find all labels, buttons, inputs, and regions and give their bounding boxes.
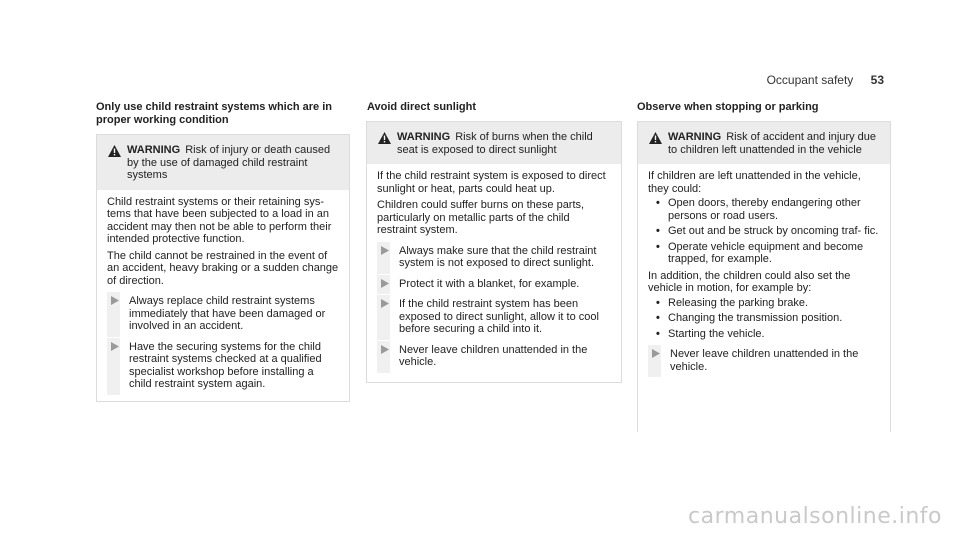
instruction-step xyxy=(377,245,611,270)
col1-paragraph: Child restraint systems or their retaining sys- tems that have been subjected to a load in an accident may then not be able to perform their intended protective function. xyxy=(107,195,332,245)
instruction-text: Have the securing systems for the child restraint systems checked at a qualified specialist workshop before installing a child restraint system again. xyxy=(129,340,322,390)
list-item xyxy=(648,225,880,238)
list-item-text: Get out and be struck by oncoming traf- fic. xyxy=(668,225,879,237)
col3-warning-text: Risk of accident and injury due to children left unattended in the vehicle xyxy=(668,131,877,156)
page-header xyxy=(767,73,884,87)
instruction-arrow-icon xyxy=(381,246,389,255)
col3-mid: In addition, the children could also set the vehicle in motion, for example by: xyxy=(648,269,851,294)
col2-paragraph: Children could suffer burns on these parts, particularly on metallic parts of the child restraint system. xyxy=(377,199,585,236)
col2-body xyxy=(367,164,621,383)
col2-warning-box xyxy=(366,121,622,383)
instruction-arrow-icon xyxy=(381,279,389,288)
list-item-text: Releasing the parking brake. xyxy=(668,296,809,309)
instruction-step xyxy=(107,341,339,391)
list-item-text: Operate vehicle equipment and become trapped, for example. xyxy=(668,240,864,265)
col1-warning-header xyxy=(97,135,349,190)
instruction-text: Protect it with a blanket, for example. xyxy=(399,277,580,290)
instruction-arrow-icon xyxy=(381,299,389,308)
col2-paragraph: If the child restraint system is exposed to direct sunlight or heat, parts could heat up. xyxy=(377,170,606,195)
section-title: Occupant safety xyxy=(766,73,854,87)
instruction-step xyxy=(648,348,880,373)
bullet-dot: • xyxy=(656,296,660,309)
bullet-dot: • xyxy=(656,197,660,209)
instruction-arrow-icon xyxy=(111,342,119,351)
col1-warning-box xyxy=(96,134,350,402)
list-item xyxy=(648,241,880,266)
instruction-arrow-icon xyxy=(652,349,660,358)
col3-warning-label: WARNING xyxy=(668,131,722,143)
instruction-arrow-icon xyxy=(381,345,389,354)
instruction-text: Never leave children unattended in the vehicle. xyxy=(399,343,588,368)
list-item xyxy=(648,297,880,310)
col2-warning-label: WARNING xyxy=(397,131,451,143)
col1-title: Only use child restraint systems which are in proper working condition xyxy=(96,101,332,126)
warning-triangle-icon xyxy=(108,145,121,157)
col2-warning-header xyxy=(367,122,621,164)
list-item xyxy=(648,312,880,325)
instruction-text: Always replace child restraint systems immediately that have been damaged or involved in an accident. xyxy=(129,295,326,332)
warning-triangle-icon xyxy=(378,132,391,144)
warning-triangle-icon xyxy=(649,132,662,144)
list-item xyxy=(648,197,880,222)
col1-warning-label: WARNING xyxy=(127,144,181,156)
instruction-step xyxy=(377,298,611,336)
col1-warning-text: Risk of injury or death caused by the use of damaged child restraint systems xyxy=(127,144,331,181)
col1-body xyxy=(97,190,349,405)
bullet-dot: • xyxy=(656,240,660,253)
list-item-text: Changing the transmission position. xyxy=(668,312,843,324)
instruction-text: Always make sure that the child restraint system is not exposed to direct sunlight. xyxy=(399,244,597,269)
instruction-step xyxy=(107,295,339,333)
instruction-text: If the child restraint system has been exposed to direct sunlight, allow it to cool before securing a child into it. xyxy=(399,298,599,335)
list-item xyxy=(648,328,880,341)
instruction-step xyxy=(377,278,611,291)
bullet-dot: • xyxy=(656,312,660,324)
col2-warning-text: Risk of burns when the child seat is exposed to direct sunlight xyxy=(397,131,593,156)
instruction-step xyxy=(377,344,611,369)
col3-intro: If children are left unattended in the vehicle, they could: xyxy=(648,170,861,195)
col1-paragraph: The child cannot be restrained in the event of an accident, heavy braking or a sudden change of direction. xyxy=(107,249,339,287)
instruction-text: Never leave children unattended in the vehicle. xyxy=(670,348,859,373)
col3-warning-header xyxy=(638,122,890,164)
col2-title: Avoid direct sunlight xyxy=(367,101,476,113)
col3-title: Observe when stopping or parking xyxy=(637,101,819,113)
page-number: 53 xyxy=(870,73,884,87)
col3-warning-box xyxy=(637,121,891,432)
watermark-text: carmanualsonline.info xyxy=(688,504,942,529)
bullet-dot: • xyxy=(656,327,660,340)
bullet-dot: • xyxy=(656,225,660,237)
list-item-text: Starting the vehicle. xyxy=(668,327,765,340)
col3-body xyxy=(638,164,890,387)
list-item-text: Open doors, thereby endangering other persons or road users. xyxy=(668,197,861,222)
instruction-arrow-icon xyxy=(111,296,119,305)
